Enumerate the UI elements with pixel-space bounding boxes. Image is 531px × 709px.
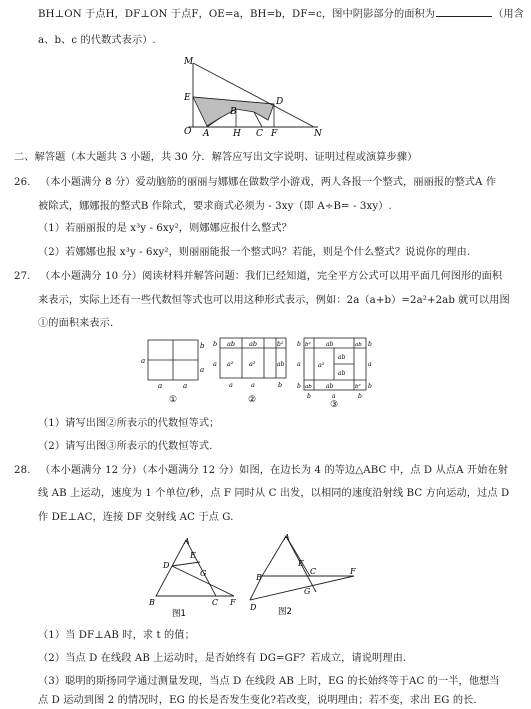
svg-text:b: b bbox=[297, 383, 301, 390]
fig2-caption: 图2 bbox=[278, 607, 292, 617]
svg-text:a: a bbox=[229, 381, 233, 389]
label-C: C bbox=[256, 129, 263, 139]
q25-figure bbox=[176, 54, 326, 138]
svg-text:F: F bbox=[230, 598, 236, 607]
svg-text:a²: a² bbox=[227, 360, 234, 368]
q26-line2: 被除式，娜娜报的整式B 作除式，要求商式必须为 - 3xy（即 A÷B= - 3xy）. bbox=[38, 201, 392, 212]
q27-line2: 来表示，实际上还有一些代数恒等式也可以用这种形式表示，例如：2a（a+b）=2a²+2ab 就可以用图 bbox=[38, 295, 510, 306]
q28-line2: 线 AB 上运动，速度为 1 个单位/秒，点 F 同时从 C 出发，以相同的速度沿射线 BC 方向运动，过点 D bbox=[38, 488, 510, 499]
q28-line1: （本小题满分 12 分）（本小题满分 12 分）如图，在边长为 4 的等边△ABC 中，点 D 从点A 开始在射 bbox=[40, 465, 509, 476]
label-A: A bbox=[203, 129, 210, 139]
fig2-caption: ② bbox=[248, 395, 257, 405]
fig3-caption: ③ bbox=[330, 400, 339, 410]
svg-text:ab: ab bbox=[338, 354, 346, 361]
q28-sub3-line2: 点 D 运动到图 2 的情况时，EG 的长是否发生变化?若改变，说明理由；若不变，求出 EG 的长. bbox=[38, 695, 477, 706]
section-title: 二、解答题（本大题共 3 小题，共 30 分．解答应写出文字说明、证明过程或演算步骤） bbox=[14, 152, 418, 163]
svg-text:b²: b² bbox=[305, 342, 311, 348]
svg-text:ab: ab bbox=[305, 384, 312, 390]
svg-text:B: B bbox=[256, 573, 262, 582]
svg-text:a: a bbox=[332, 393, 336, 400]
svg-text:b: b bbox=[307, 393, 311, 400]
fig1-caption: ① bbox=[169, 395, 178, 405]
svg-text:a: a bbox=[368, 361, 372, 368]
q28-sub3-line1: （3）聪明的斯扬同学通过测量发现，当点 D 在线段 AB 上时，EG 的长始终等于AC 的一半，他想当 bbox=[38, 676, 500, 687]
svg-text:ab: ab bbox=[249, 340, 258, 348]
q28-figure-1 bbox=[142, 534, 248, 620]
label-N: N bbox=[314, 129, 322, 139]
q27-figure-1 bbox=[138, 336, 208, 406]
q28-figure-2 bbox=[250, 530, 362, 620]
svg-text:a: a bbox=[213, 360, 217, 368]
svg-text:a: a bbox=[200, 366, 205, 374]
q27-number: 27. bbox=[14, 271, 31, 282]
fig1-caption: 图1 bbox=[172, 609, 186, 619]
label-F: F bbox=[271, 129, 278, 139]
svg-text:A: A bbox=[184, 537, 190, 546]
svg-text:b: b bbox=[278, 381, 283, 389]
q27-sub2: （2）请写出图③所表示的代数恒等式. bbox=[38, 441, 213, 452]
svg-text:B: B bbox=[149, 598, 155, 607]
svg-text:a: a bbox=[183, 382, 188, 390]
svg-text:D: D bbox=[163, 561, 170, 570]
q25-line2: a、b、c 的代数式表示）. bbox=[38, 35, 156, 46]
svg-text:F: F bbox=[350, 567, 356, 576]
svg-text:a: a bbox=[251, 381, 255, 389]
label-H: H bbox=[233, 129, 241, 139]
q27-figure-3 bbox=[296, 334, 376, 408]
q28-sub2: （2）当点 D 在线段 AB 上运动时，是否始终有 DG=GF？若成立，请说明理由. bbox=[38, 653, 407, 664]
svg-text:b²: b² bbox=[277, 341, 284, 348]
svg-text:A: A bbox=[284, 533, 290, 542]
svg-text:a: a bbox=[297, 361, 301, 368]
answer-blank[interactable] bbox=[436, 6, 492, 17]
q25-line1: BH⊥ON 于点H，DF⊥ON 于点F，OE=a，BH=b，DF=c，图中阴影部分的面积为 （用含 bbox=[38, 6, 508, 21]
svg-text:a: a bbox=[158, 382, 163, 390]
svg-text:a: a bbox=[141, 357, 146, 365]
q26-number: 26. bbox=[14, 177, 31, 188]
svg-text:E: E bbox=[298, 559, 304, 568]
q28-sub1: （1）当 DF⊥AB 时，求 t 的值； bbox=[38, 630, 195, 641]
q26-line1: （本小题满分 8 分）爱动脑筋的丽丽与娜娜在做数学小游戏，两人各报一个整式，丽丽报的整式A 作 bbox=[40, 177, 497, 188]
q26-sub2: （2）若娜娜也报 x³y - 6xy²，则丽丽能报一个整式吗？若能，则是个什么整式？说说你的理由. bbox=[38, 247, 471, 258]
label-B: B bbox=[230, 107, 237, 117]
q28-line3: 作 DE⊥AC，连接 DF 交射线 AC 于点 G. bbox=[38, 512, 234, 523]
label-D: D bbox=[276, 97, 284, 107]
svg-text:ab: ab bbox=[277, 361, 285, 368]
svg-text:ab: ab bbox=[355, 342, 362, 348]
svg-text:b: b bbox=[358, 393, 362, 400]
svg-text:ab: ab bbox=[326, 341, 334, 348]
svg-text:b: b bbox=[368, 341, 372, 348]
svg-text:b: b bbox=[297, 341, 301, 348]
q28-number: 28. bbox=[14, 465, 31, 476]
svg-text:C: C bbox=[310, 567, 317, 576]
q27-line1: （本小题满分 10 分）阅读材料并解答问题：我们已经知道，完全平方公式可以用平面几何图形的面积 bbox=[40, 271, 503, 282]
svg-text:ab: ab bbox=[338, 370, 346, 377]
q26-sub1: （1）若丽丽报的是 x³y - 6xy²，则娜娜应报什么整式？ bbox=[38, 223, 292, 234]
svg-text:b: b bbox=[213, 340, 218, 348]
svg-text:a²: a² bbox=[318, 361, 325, 369]
label-M: M bbox=[184, 57, 194, 67]
svg-text:G: G bbox=[304, 587, 311, 596]
svg-text:b: b bbox=[200, 342, 205, 350]
q27-figure-2 bbox=[212, 336, 292, 406]
label-O: O bbox=[184, 127, 192, 137]
svg-text:ab: ab bbox=[326, 383, 334, 390]
svg-text:b²: b² bbox=[355, 384, 361, 390]
q27-line3: ①的面积来表示. bbox=[38, 318, 114, 329]
svg-text:C: C bbox=[212, 598, 219, 607]
svg-text:G: G bbox=[200, 569, 207, 578]
q27-sub1: （1）请写出图②所表示的代数恒等式； bbox=[38, 418, 220, 429]
svg-text:b: b bbox=[368, 383, 372, 390]
svg-text:D: D bbox=[250, 603, 257, 612]
svg-text:a²: a² bbox=[249, 360, 256, 368]
svg-text:E: E bbox=[190, 551, 196, 560]
svg-text:ab: ab bbox=[227, 340, 236, 348]
label-E: E bbox=[184, 93, 191, 103]
